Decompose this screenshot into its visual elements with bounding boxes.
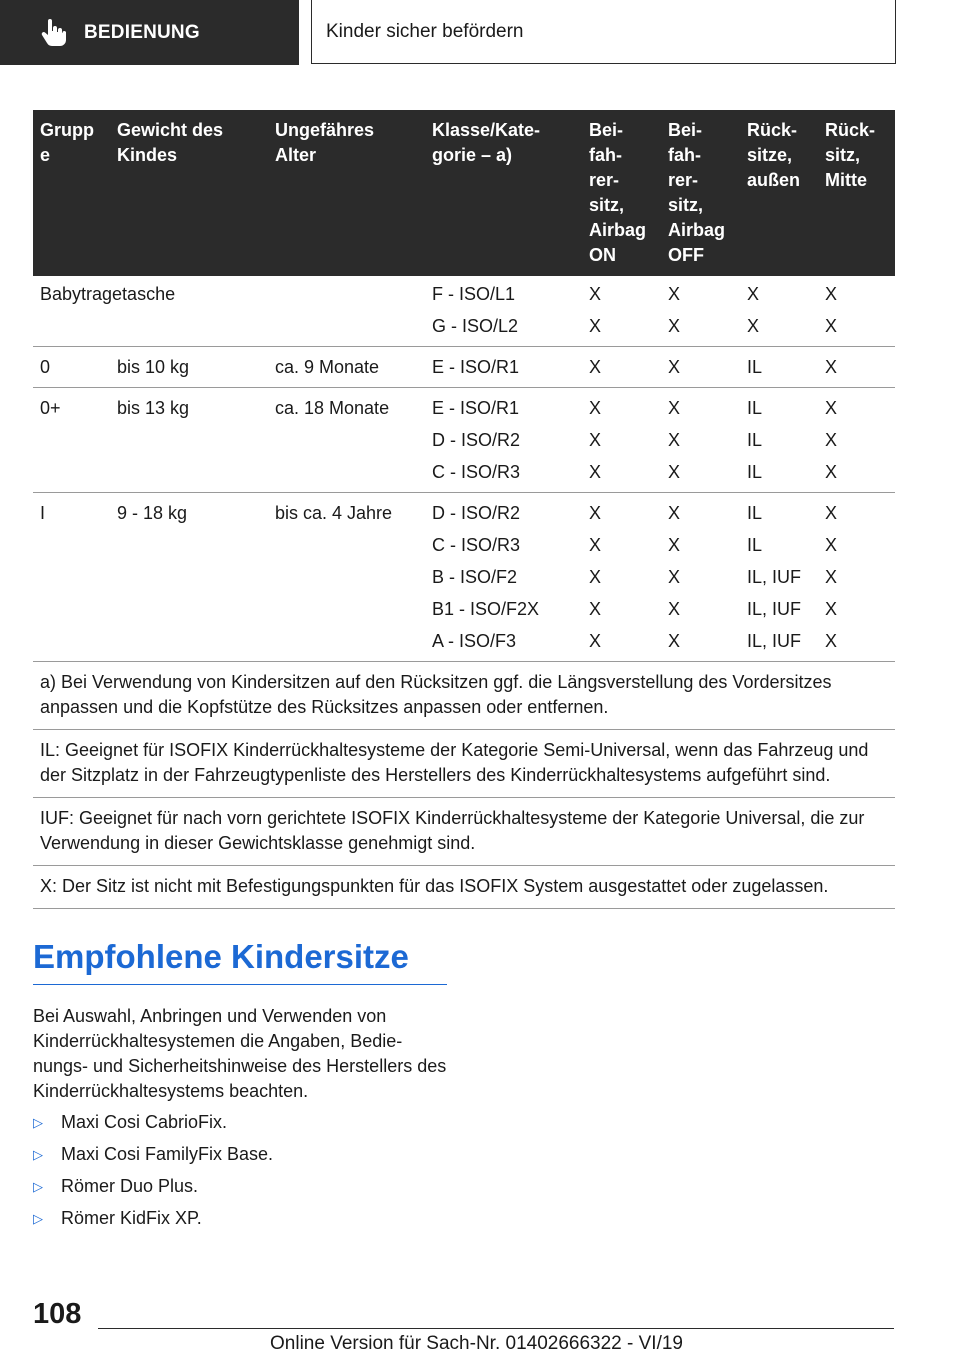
group-cell: 0 <box>33 347 110 388</box>
rear-middle-cell: X X X <box>818 388 895 493</box>
footer-version: Online Version für Sach-Nr. 01402666322 - VI/19 <box>270 1333 683 1354</box>
age-cell: bis ca. 4 Jahre <box>268 493 425 662</box>
table-row <box>33 347 895 388</box>
header-rear-outer: Rück- sitze, außen <box>740 110 818 276</box>
rear-middle-cell: X <box>818 347 895 388</box>
age-cell: ca. 18 Monate <box>268 388 425 493</box>
group-cell: Babytragetasche <box>33 276 425 347</box>
weight-cell: bis 13 kg <box>110 388 268 493</box>
airbag-on-cell: X X X <box>582 388 661 493</box>
list-item <box>33 1110 273 1142</box>
footer-divider <box>98 1328 894 1329</box>
airbag-on-cell: X X X X X <box>582 493 661 662</box>
rear-outer-cell: IL IL IL, IUF IL, IUF IL, IUF <box>740 493 818 662</box>
table-note: IL: Geeignet für ISOFIX Kinderrückhaltesysteme der Kategorie Semi-Universal, wenn das Fahrzeug und der Sitzplatz in der Fahrzeugtypenliste des Herstellers des Kinderrückhaltesystems aufgeführt sind. <box>33 730 895 798</box>
rear-outer-cell: IL IL IL <box>740 388 818 493</box>
weight-cell: bis 10 kg <box>110 347 268 388</box>
class-cell: D - ISO/R2 C - ISO/R3 B - ISO/F2 B1 - ISO/F2X A - ISO/F3 <box>425 493 582 662</box>
triangle-right-icon: ▷ <box>33 1211 43 1226</box>
airbag-off-cell: X <box>661 347 740 388</box>
class-cell: E - ISO/R1 D - ISO/R2 C - ISO/R3 <box>425 388 582 493</box>
list-item-label: Römer Duo Plus. <box>61 1176 199 1196</box>
table-note: a) Bei Verwendung von Kindersitzen auf den Rücksitzen ggf. die Längsverstellung des Vordersitzes anpassen und die Kopfstütze des Rücksitzes anpassen oder entfernen. <box>33 662 895 730</box>
heading-underline <box>33 984 447 985</box>
weight-cell: 9 - 18 kg <box>110 493 268 662</box>
header-group: Grupp e <box>33 110 110 276</box>
header-airbag-off: Bei- fah- rer- sitz, Airbag OFF <box>661 110 740 276</box>
table-note-row <box>33 866 895 909</box>
list-item <box>33 1174 273 1206</box>
chapter-header <box>311 0 896 64</box>
airbag-on-cell: X <box>582 347 661 388</box>
triangle-right-icon: ▷ <box>33 1147 43 1162</box>
group-cell: 0+ <box>33 388 110 493</box>
hand-pointer-icon <box>40 19 66 47</box>
section-heading: Empfohlene Kindersitze <box>33 938 409 975</box>
table-row <box>33 276 895 347</box>
isofix-table <box>33 110 895 909</box>
table-note-row <box>33 798 895 866</box>
list-item-label: Römer KidFix XP. <box>61 1208 202 1228</box>
section-tab <box>0 0 299 65</box>
header-age: Ungefähres Alter <box>268 110 425 276</box>
header-airbag-on: Bei- fah- rer- sitz, Airbag ON <box>582 110 661 276</box>
table-header-row <box>33 110 895 276</box>
rear-middle-cell: X X <box>818 276 895 347</box>
table-row <box>33 388 895 493</box>
class-cell: F - ISO/L1 G - ISO/L2 <box>425 276 582 347</box>
header-class: Klasse/Kate- gorie – a) <box>425 110 582 276</box>
rear-outer-cell: IL <box>740 347 818 388</box>
age-cell: ca. 9 Monate <box>268 347 425 388</box>
list-item-label: Maxi Cosi FamilyFix Base. <box>61 1144 274 1164</box>
table-note: X: Der Sitz ist nicht mit Befestigungspunkten für das ISOFIX System ausgestattet oder zugelassen. <box>33 866 895 909</box>
class-cell: E - ISO/R1 <box>425 347 582 388</box>
table-note-row <box>33 662 895 730</box>
chapter-title: Kinder sicher befördern <box>326 20 524 42</box>
section-label: BEDIENUNG <box>84 21 200 43</box>
section-intro: Bei Auswahl, Anbringen und Verwenden von Kinderrückhaltesystemen die Angaben, Bedie-nungs- und Sicherheitshinweise des Herstellers des Kinderrückhaltesystems beachten. <box>33 1006 447 1101</box>
page-number: 108 <box>33 1298 82 1330</box>
table-row <box>33 493 895 662</box>
triangle-right-icon: ▷ <box>33 1115 43 1130</box>
airbag-off-cell: X X <box>661 276 740 347</box>
airbag-off-cell: X X X X X <box>661 493 740 662</box>
triangle-right-icon: ▷ <box>33 1179 43 1194</box>
list-item-label: Maxi Cosi CabrioFix. <box>61 1112 228 1132</box>
list-item <box>33 1206 273 1238</box>
recommended-seats-list <box>33 1110 273 1238</box>
header-rear-middle: Rück- sitz, Mitte <box>818 110 895 276</box>
table-note-row <box>33 730 895 798</box>
group-cell: I <box>33 493 110 662</box>
table-note: IUF: Geeignet für nach vorn gerichtete ISOFIX Kinderrückhaltesysteme der Kategorie Universal, die zur Verwendung in dieser Gewichtsklasse genehmigt sind. <box>33 798 895 866</box>
list-item <box>33 1142 273 1174</box>
airbag-off-cell: X X X <box>661 388 740 493</box>
rear-outer-cell: X X <box>740 276 818 347</box>
header-weight: Gewicht des Kindes <box>110 110 268 276</box>
airbag-on-cell: X X <box>582 276 661 347</box>
rear-middle-cell: X X X X X <box>818 493 895 662</box>
